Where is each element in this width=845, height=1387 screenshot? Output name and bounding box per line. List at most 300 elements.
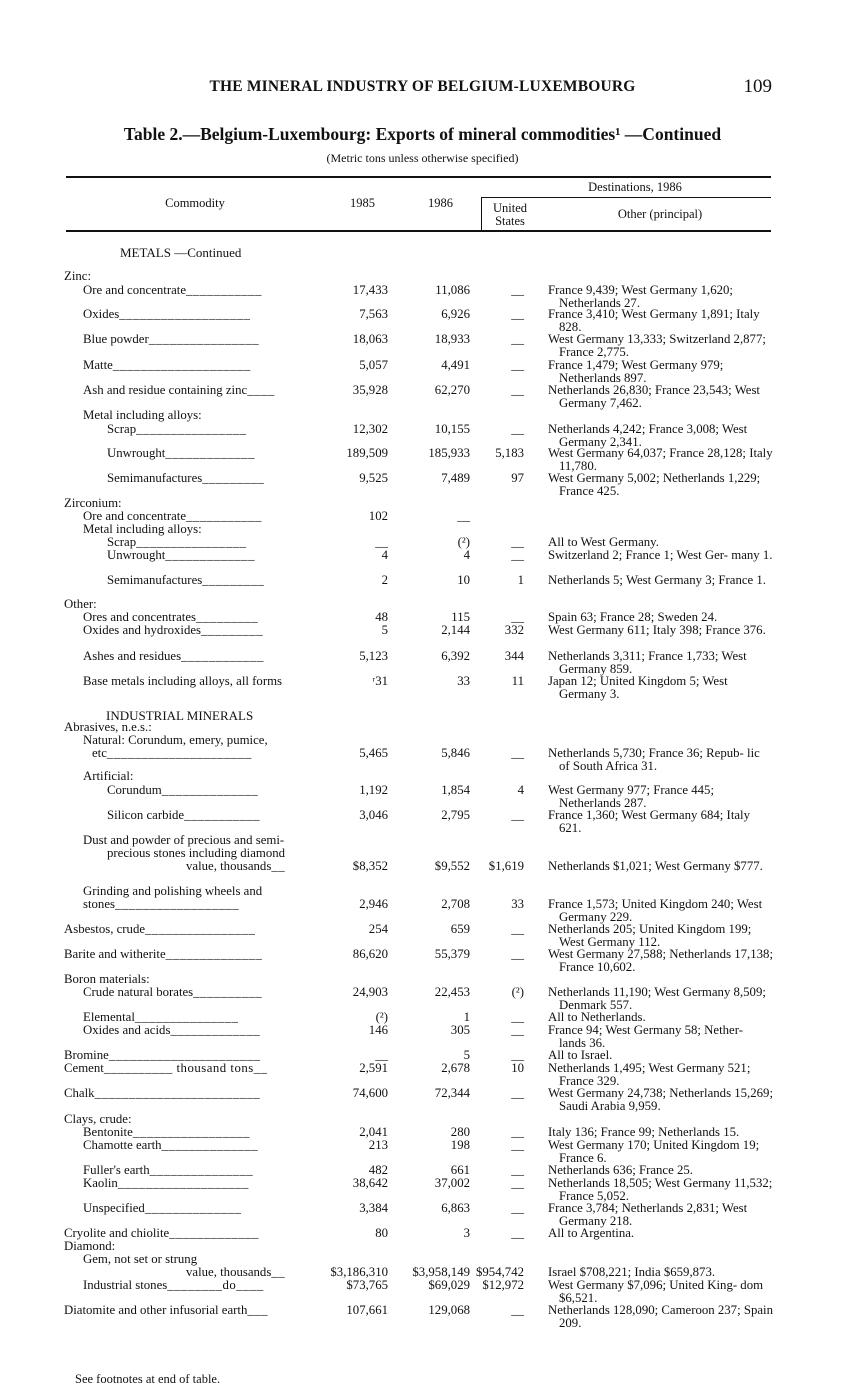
destinations-other: All to Argentina. [548,1226,635,1240]
commodity-label [83,308,250,321]
leader-dots: _____________________ [106,746,252,760]
value-united-states: $954,742 [476,1265,524,1279]
destinations-other: West Germany 611; Italy 398; France 376. [548,623,766,637]
value-1986: (²) [457,535,470,549]
value-1985: 189,509 [346,446,388,460]
destinations-other: France 3,784; Netherlands 2,831; West Germany 218. [548,1201,748,1228]
value-1986: 33 [457,674,470,688]
leader-dots: ________________________ [94,1086,261,1100]
commodity-name: Chamotte earth [83,1138,162,1152]
leader-dots: ___________ [186,283,262,297]
commodity-name: Ash and residue containing zinc [83,383,248,397]
commodity-name: Natural: Corundum, emery, pumice, [83,733,268,747]
destinations-other: Spain 63; France 28; Sweden 24. [548,610,718,624]
commodity-name: Artificial: [83,769,134,783]
value-1986: 6,392 [441,649,470,663]
commodity-name: Scrap [107,422,137,436]
commodity-label [83,898,239,911]
value-1986: 6,863 [441,1201,470,1215]
destinations-other: Netherlands 26,830; France 23,543; West Germany 7,462. [548,383,760,410]
value-united-states: 332 [504,623,524,637]
destinations-other: All to Israel. [548,1048,613,1062]
value-1985: 18,063 [352,332,388,346]
section-heading: METALS —Continued [120,245,242,260]
value-1985: 7,563 [359,307,388,321]
value-united-states: __ [511,610,524,624]
value-1985: 482 [368,1163,388,1177]
value-1986: 115 [451,610,470,624]
table-subtitle: (Metric tons unless otherwise specified) [326,151,519,165]
commodity-name: etc [92,746,107,760]
leader-dots: ___________ [186,509,262,523]
value-united-states: 4 [517,783,524,797]
value-1986: 37,002 [434,1176,470,1190]
value-united-states: 10 [511,1061,524,1075]
col-header-other: Other (principal) [617,207,703,221]
commodity-name: Unwrought [107,446,166,460]
page-number: 109 [743,76,772,97]
leader-dots: ______________ [161,1138,259,1152]
commodity-label [107,809,260,822]
commodity-label [83,1177,249,1190]
commodity-label [92,747,252,760]
leader-dots: ___________________ [117,1176,249,1190]
leader-dots: __ [271,1265,286,1279]
col-header-commodity: Commodity [165,196,225,210]
commodity-name: Blue powder [83,332,149,346]
destinations-other: Netherlands 18,505; West Germany 11,532; France 5,052. [548,1176,773,1203]
value-1985: 5 [381,623,388,637]
commodity-name: Unspecified [83,1201,145,1215]
commodity-label [83,1024,260,1037]
destinations-other: Switzerland 2; France 1; West Ger- many 1. [548,548,773,562]
value-1986: 198 [450,1138,470,1152]
commodity-name: Unwrought [107,548,166,562]
leader-dots: _______________ [134,1010,239,1024]
commodity-label [107,423,247,436]
commodity-label [83,650,264,663]
leader-dots: __ [271,859,286,873]
commodity-label [64,1227,259,1240]
commodity-label [186,860,285,873]
commodity-name: Asbestos, crude [64,922,146,936]
commodity-name: Zinc: [64,269,92,283]
commodity-name: Ore and concentrate [83,509,187,523]
value-1985: 17,433 [352,283,388,297]
table-title: Table 2.—Belgium-Luxembourg: Exports of mineral commodities¹ —Continued [123,124,722,144]
leader-dots: __________________ [115,897,240,911]
leader-dots: ______________ [165,947,263,961]
leader-dots: ________________ [136,422,247,436]
leader-dots: _________ [202,471,265,485]
commodity-label [64,598,97,611]
commodity-label [64,1049,261,1062]
value-1986: 2,795 [441,808,470,822]
destinations-other: Netherlands 3,311; France 1,733; West Germany 859. [548,649,747,676]
leader-dots: ___ [247,1303,269,1317]
footnote-reference: See footnotes at end of table. [75,1372,221,1386]
commodity-label [83,1011,238,1024]
value-united-states: 97 [511,471,524,485]
value-1986: 129,068 [428,1303,470,1317]
value-united-states: __ [511,1303,524,1317]
col-header-1985: 1985 [350,196,375,210]
value-1986: 2,708 [441,897,470,911]
leader-dots: ______________ [144,1201,242,1215]
value-1985: 3,046 [359,808,388,822]
leader-dots: ______________ [161,783,259,797]
destinations-other: France 9,439; West Germany 1,620; Netherlands 27. [548,283,733,310]
commodity-name: Semimanufactures [107,573,203,587]
value-1986: 1,854 [441,783,470,797]
value-1986: 22,453 [434,985,470,999]
commodity-label [64,1113,132,1126]
commodity-name: Corundum [107,783,162,797]
value-1986: 659 [450,922,470,936]
commodity-name: precious stones including diamond [107,846,286,860]
value-1985: 2,946 [359,897,388,911]
destinations-other: Netherlands 4,242; France 3,008; West Germany 2,341. [548,422,748,449]
destinations-other: West Germany 13,333; Switzerland 2,877; France 2,775. [548,332,766,359]
value-1986: 62,270 [434,383,470,397]
value-united-states: 5,183 [495,446,524,460]
commodity-name: Other: [64,597,97,611]
value-1985: (²) [375,1010,388,1024]
value-united-states: __ [511,1226,524,1240]
value-1985: $3,186,310 [330,1265,388,1279]
leader-dots: _____________ [169,1226,259,1240]
commodity-label [107,549,255,562]
value-1985: 4 [381,548,388,562]
commodity-label [83,523,202,536]
value-united-states: __ [511,1163,524,1177]
leader-dots: ________________ [145,922,256,936]
destinations-other: Israel $708,221; India $659,873. [548,1265,716,1279]
destinations-other: France 3,410; West Germany 1,891; Italy 828. [548,307,760,334]
leader-dots: ___________ [184,808,261,822]
value-1986: __ [457,509,470,523]
commodity-label [83,734,268,747]
leader-dots: ____________ [181,649,264,663]
value-1986: $9,552 [434,859,470,873]
commodity-label [64,1087,260,1100]
leader-dots: _______________ [149,1163,254,1177]
value-1985: 3,384 [359,1201,388,1215]
destinations-other: West Germany 24,738; Netherlands 15,269; Saudi Arabia 9,959. [548,1086,774,1113]
leader-dots: ______________________ [108,1048,261,1062]
commodity-name: stones [83,897,115,911]
commodity-label [107,574,264,587]
commodity-label [83,675,282,688]
value-1985: $8,352 [352,859,388,873]
commodity-label [64,721,152,734]
commodity-label [83,611,258,624]
value-1985: 107,661 [346,1303,388,1317]
value-1985: 2,041 [359,1125,388,1139]
commodity-label [64,923,255,936]
value-1986: 280 [450,1125,470,1139]
destinations-other: West Germany $7,096; United King- dom $6,521. [548,1278,764,1305]
commodity-name: Kaolin [83,1176,118,1190]
value-1986: 2,144 [441,623,470,637]
value-united-states: __ [511,808,524,822]
commodity-name: Elemental [83,1010,135,1024]
value-1986: 4 [463,548,470,562]
value-1986: 661 [450,1163,470,1177]
col-header-destinations: Destinations, 1986 [588,180,682,194]
value-united-states: __ [511,307,524,321]
value-1986: 7,489 [441,471,470,485]
commodity-name: Semimanufactures [107,471,203,485]
commodity-name: Fuller's earth [83,1163,150,1177]
value-1985: 5,465 [359,746,388,760]
col-header-1986: 1986 [428,196,453,210]
value-1986: 305 [450,1023,470,1037]
col-header-us-line1: United [492,201,528,215]
value-1985: 35,928 [352,383,388,397]
destinations-other: All to Netherlands. [548,1010,646,1024]
destinations-other: Japan 12; United Kingdom 5; West Germany 3. [548,674,728,701]
value-united-states: $12,972 [482,1278,524,1292]
value-1986: 185,933 [428,446,470,460]
commodity-label [83,1126,250,1139]
value-united-states: __ [511,548,524,562]
commodity-label [107,472,264,485]
col-header-us-line2: States [495,214,525,228]
destinations-other: France 94; West Germany 58; Nether- lands 36. [548,1023,743,1050]
value-1985: 5,057 [359,358,388,372]
leader-dots: ________________ [148,332,260,346]
commodity-name: Ores and concentrates [83,610,196,624]
value-1985: 254 [368,922,388,936]
leader-dots: ________do____ [167,1278,264,1292]
value-1986: 10,155 [434,422,470,436]
commodity-name: Ore and concentrate [83,283,187,297]
value-1986: 5 [463,1048,470,1062]
commodity-label [64,270,91,283]
leader-dots: _________ [201,623,264,637]
value-1985: __ [375,535,388,549]
value-united-states: __ [511,1138,524,1152]
value-1985: 146 [368,1023,388,1037]
leader-dots: _________ [196,610,259,624]
value-1985: 2 [381,573,388,587]
value-1986: 55,379 [434,947,470,961]
commodity-label [107,447,255,460]
destinations-other: Netherlands $1,021; West Germany $777. [548,859,763,873]
value-united-states: __ [511,746,524,760]
section-heading: INDUSTRIAL MINERALS [106,708,254,723]
commodity-name: Barite and witherite [64,947,166,961]
commodity-label [64,973,150,986]
commodity-label [186,1266,285,1279]
value-united-states: __ [511,535,524,549]
leader-dots: ____ [247,383,275,397]
leader-dots: _____________ [170,1023,261,1037]
value-1985: $73,765 [346,1278,388,1292]
value-united-states: 11 [511,674,524,688]
commodity-name: Dust and powder of precious and semi- [83,833,285,847]
value-1985: 80 [375,1226,388,1240]
value-1985: 9,525 [359,471,388,485]
value-1986: $69,029 [428,1278,470,1292]
value-1986: 6,926 [441,307,470,321]
destinations-other: West Germany 170; United Kingdom 19; France 6. [548,1138,760,1165]
destinations-other: France 1,479; West Germany 979; Netherlands 897. [548,358,724,385]
commodity-label [83,1139,258,1152]
value-united-states: __ [511,1010,524,1024]
value-united-states: 33 [511,897,524,911]
value-united-states: __ [511,947,524,961]
value-1985: __ [375,1048,388,1062]
value-1986: 3 [463,1226,470,1240]
value-united-states: __ [511,1176,524,1190]
value-1986: 2,678 [441,1061,470,1075]
commodity-label [83,409,202,422]
value-1985: 24,903 [352,985,388,999]
value-1986: 5,846 [441,746,470,760]
commodity-name: Industrial stones [83,1278,168,1292]
leader-dots: ____________________ [112,358,251,372]
value-united-states: __ [511,922,524,936]
value-united-states: __ [511,1125,524,1139]
value-1986: $3,958,149 [412,1265,470,1279]
value-1986: 11,086 [435,283,470,297]
value-united-states: 1 [517,573,524,587]
value-1985: 1,192 [359,783,388,797]
commodity-label [83,885,262,898]
commodity-name: value, thousands [186,1265,272,1279]
value-1985: 12,302 [352,422,388,436]
commodity-name: Cryolite and chiolite [64,1226,170,1240]
destinations-other: West Germany 977; France 445; Netherlands 287. [548,783,714,810]
commodity-label [64,948,262,961]
commodity-label [83,333,259,346]
value-1985: 48 [375,610,388,624]
destinations-other: Netherlands 5,730; France 36; Repub- lic of South Africa 31. [548,746,760,773]
commodity-name: Metal including alloys: [83,522,202,536]
commodity-name: Diamond: [64,1239,116,1253]
commodity-name: Chalk [64,1086,95,1100]
leader-dots: ___________________ [119,307,251,321]
commodity-name: Diatomite and other infusorial earth [64,1303,248,1317]
destinations-other: France 1,573; United Kingdom 240; West Germany 229. [548,897,763,924]
leader-dots: __________ [193,985,263,999]
value-1985: 213 [368,1138,388,1152]
commodity-name: Oxides [83,307,120,321]
commodity-label [83,510,262,523]
leader-dots: _____________ [165,446,255,460]
value-united-states: $1,619 [488,859,524,873]
value-united-states: __ [511,283,524,297]
destinations-other: Italy 136; France 99; Netherlands 15. [548,1125,740,1139]
value-united-states: 344 [504,649,524,663]
commodity-name: Cement [64,1061,104,1075]
value-1986: 18,933 [434,332,470,346]
destinations-other: Netherlands 128,090; Cameroon 237; Spain 209. [548,1303,773,1330]
commodity-label [83,624,263,637]
value-united-states: __ [511,332,524,346]
value-1985: 86,620 [352,947,388,961]
commodity-label [64,1240,115,1253]
value-1985: 2,591 [359,1061,388,1075]
commodity-label [83,1279,264,1292]
commodity-label [83,770,133,783]
commodity-name: Matte [83,358,113,372]
commodity-name: Ashes and residues [83,649,182,663]
value-united-states: __ [511,1023,524,1037]
destinations-other: West Germany 27,588; Netherlands 17,138; France 10,602. [548,947,774,974]
value-1985: 38,642 [352,1176,388,1190]
commodity-label [64,497,122,510]
value-1985: 102 [368,509,388,523]
commodity-name: Grinding and polishing wheels and [83,884,263,898]
leader-dots: _________________ [132,1125,251,1139]
leader-dots: ________________ [136,535,247,549]
commodity-name: Boron materials: [64,972,150,986]
value-united-states: __ [511,383,524,397]
commodity-name: Bentonite [83,1125,133,1139]
destinations-other: West Germany 5,002; Netherlands 1,229; France 425. [548,471,761,498]
leader-dots: __________ thousand tons__ [103,1061,268,1075]
destinations-other: West Germany 64,037; France 28,128; Italy 11,780. [548,446,773,473]
value-united-states: __ [511,358,524,372]
value-united-states: __ [511,1048,524,1062]
commodity-name: Scrap [107,535,137,549]
commodity-label [83,359,251,372]
destinations-other: Netherlands 1,495; West Germany 521; France 329. [548,1061,751,1088]
value-1986: 10 [457,573,470,587]
commodity-label [83,834,284,847]
commodity-name: Gem, not set or strung [83,1252,198,1266]
commodity-name: Crude natural borates [83,985,194,999]
leader-dots: _________ [202,573,265,587]
commodity-label [83,1253,197,1266]
commodity-label [107,536,247,549]
commodity-name: Bromine [64,1048,109,1062]
running-title: THE MINERAL INDUSTRY OF BELGIUM-LUXEMBOURG [209,78,636,95]
commodity-label [83,384,275,397]
value-united-states: __ [511,1201,524,1215]
commodity-name: Zirconium: [64,496,122,510]
commodity-label [83,284,262,297]
leader-dots: _____________ [165,548,255,562]
commodity-label [83,986,262,999]
commodity-name: Clays, crude: [64,1112,132,1126]
commodity-name: Silicon carbide [107,808,185,822]
commodity-label [83,1164,253,1177]
value-1985: 74,600 [352,1086,388,1100]
destinations-other: France 1,360; West Germany 684; Italy 621. [548,808,751,835]
commodity-label [107,847,285,860]
commodity-name: Oxides and acids [83,1023,171,1037]
destinations-other: All to West Germany. [548,535,659,549]
commodity-name: Base metals including alloys, all forms [83,674,283,688]
commodity-name: value, thousands [186,859,272,873]
commodity-name: Metal including alloys: [83,408,202,422]
commodity-label [107,784,258,797]
commodity-label [64,1304,268,1317]
value-1985: 5,123 [359,649,388,663]
value-1985: ʳ31 [372,674,388,688]
value-1986: 1 [463,1010,470,1024]
commodity-label [64,1062,268,1075]
destinations-other: Netherlands 5; West Germany 3; France 1. [548,573,766,587]
value-united-states: (²) [511,985,524,999]
destinations-other: Netherlands 636; France 25. [548,1163,693,1177]
value-united-states: __ [511,422,524,436]
commodity-label [83,1202,241,1215]
